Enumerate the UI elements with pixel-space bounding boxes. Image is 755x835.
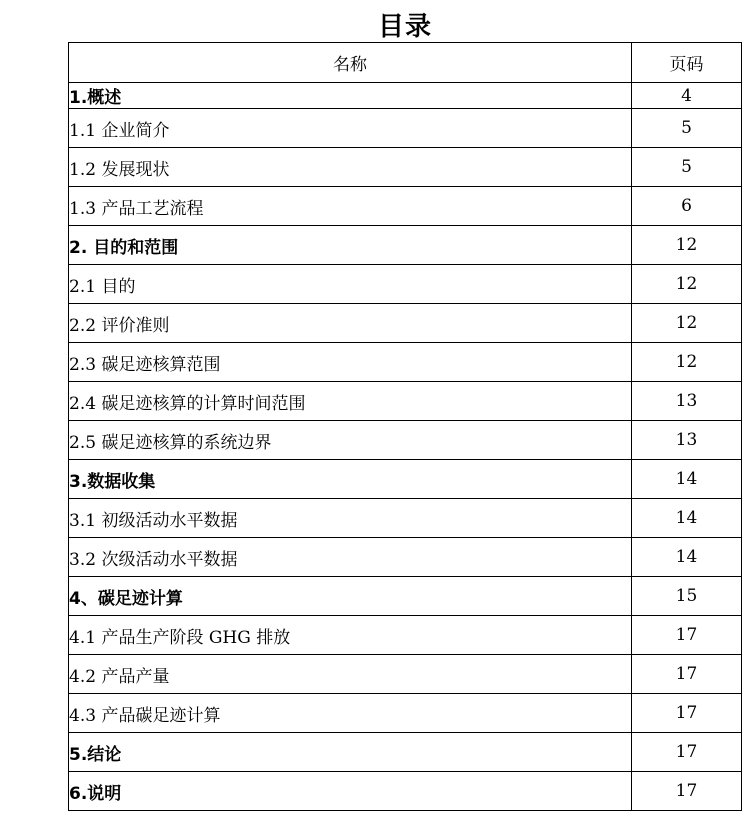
- toc-entry-name: 4.2 产品产量: [69, 655, 632, 694]
- toc-entry-page: 12: [632, 304, 742, 343]
- toc-entry-name: 3.数据收集: [69, 460, 632, 499]
- toc-entry-page: 12: [632, 226, 742, 265]
- toc-row: [69, 499, 742, 538]
- toc-header-row: [69, 43, 742, 83]
- toc-row: [69, 577, 742, 616]
- toc-entry-page: 12: [632, 265, 742, 304]
- toc-entry-name: 1.概述: [69, 83, 632, 109]
- toc-row: [69, 382, 742, 421]
- toc-entry-page: 17: [632, 655, 742, 694]
- toc-entry-name: 3.2 次级活动水平数据: [69, 538, 632, 577]
- toc-row: [69, 655, 742, 694]
- toc-row: [69, 616, 742, 655]
- toc-row: [69, 343, 742, 382]
- toc-row: [69, 148, 742, 187]
- header-page: 页码: [632, 43, 742, 83]
- toc-entry-name: 2.4 碳足迹核算的计算时间范围: [69, 382, 632, 421]
- toc-entry-page: 5: [632, 109, 742, 148]
- toc-row: [69, 109, 742, 148]
- toc-entry-name: 2.2 评价准则: [69, 304, 632, 343]
- toc-entry-page: 5: [632, 148, 742, 187]
- toc-row: [69, 421, 742, 460]
- toc-entry-page: 14: [632, 538, 742, 577]
- toc-row: [69, 694, 742, 733]
- toc-entry-page: 17: [632, 772, 742, 811]
- toc-entry-name: 1.3 产品工艺流程: [69, 187, 632, 226]
- toc-entry-name: 1.1 企业简介: [69, 109, 632, 148]
- toc-entry-name: 4.1 产品生产阶段 GHG 排放: [69, 616, 632, 655]
- toc-entry-name: 5.结论: [69, 733, 632, 772]
- toc-entry-name: 4.3 产品碳足迹计算: [69, 694, 632, 733]
- toc-entry-name: 2.1 目的: [69, 265, 632, 304]
- toc-entry-name: 1.2 发展现状: [69, 148, 632, 187]
- toc-row: [69, 538, 742, 577]
- toc-entry-page: 17: [632, 733, 742, 772]
- toc-entry-page: 12: [632, 343, 742, 382]
- header-name: 名称: [69, 43, 632, 83]
- toc-row: [69, 187, 742, 226]
- toc-entry-name: 6.说明: [69, 772, 632, 811]
- toc-row: [69, 772, 742, 811]
- toc-entry-name: 2.3 碳足迹核算范围: [69, 343, 632, 382]
- toc-entry-page: 4: [632, 83, 742, 109]
- toc-entry-name: 2. 目的和范围: [69, 226, 632, 265]
- toc-row: [69, 83, 742, 109]
- toc-row: [69, 460, 742, 499]
- toc-entry-page: 14: [632, 460, 742, 499]
- toc-entry-page: 13: [632, 421, 742, 460]
- toc-entry-page: 17: [632, 694, 742, 733]
- toc-entry-page: 13: [632, 382, 742, 421]
- toc-row: [69, 733, 742, 772]
- toc-entry-page: 14: [632, 499, 742, 538]
- toc-entry-page: 15: [632, 577, 742, 616]
- toc-entry-name: 3.1 初级活动水平数据: [69, 499, 632, 538]
- toc-row: [69, 265, 742, 304]
- toc-entry-page: 6: [632, 187, 742, 226]
- toc-title: 目录: [377, 12, 432, 42]
- toc-table: [68, 42, 742, 811]
- toc-row: [69, 226, 742, 265]
- toc-row: [69, 304, 742, 343]
- toc-entry-name: 2.5 碳足迹核算的系统边界: [69, 421, 632, 460]
- toc-entry-name: 4、碳足迹计算: [69, 577, 632, 616]
- toc-entry-page: 17: [632, 616, 742, 655]
